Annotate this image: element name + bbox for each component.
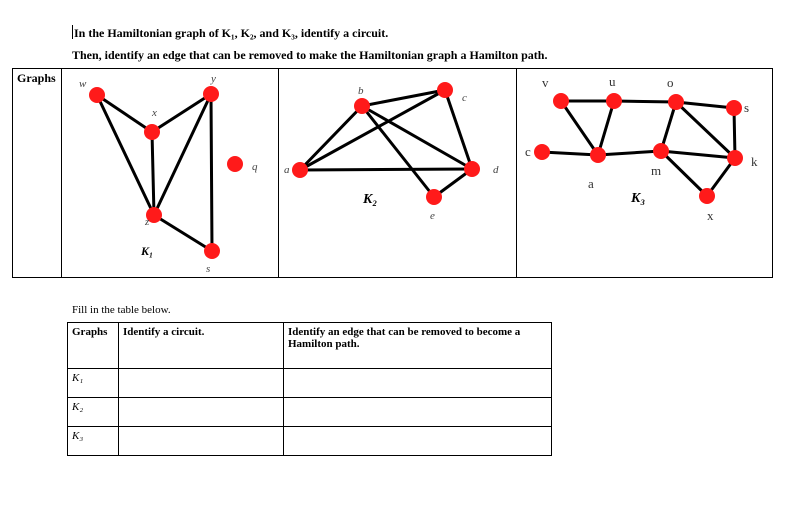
vertex-k2-c bbox=[437, 82, 453, 98]
vertex-k3-c bbox=[534, 144, 550, 160]
graph-k2-title: K₂ bbox=[363, 192, 378, 207]
edge-k2-b-e bbox=[362, 106, 434, 197]
vertex-k1-s bbox=[204, 243, 220, 259]
edge-k2-b-d bbox=[362, 106, 472, 169]
label-k1-x: x bbox=[152, 107, 157, 119]
vertex-k1-x bbox=[144, 124, 160, 140]
header-edge: Identify an edge that can be removed to become a Hamilton path. bbox=[284, 323, 552, 369]
circuit-cell-k2[interactable] bbox=[119, 398, 284, 427]
table-row bbox=[68, 427, 552, 456]
vertex-k3-m bbox=[653, 143, 669, 159]
vertex-k1-y bbox=[203, 86, 219, 102]
label-k1-q: q bbox=[252, 161, 258, 173]
label-k1-y: y bbox=[211, 73, 216, 85]
table-row bbox=[68, 369, 552, 398]
edge-k3-o-k bbox=[676, 102, 735, 158]
vertex-k3-u bbox=[606, 93, 622, 109]
row-graph-label: K₃ bbox=[68, 427, 119, 456]
label-k3-u: u bbox=[609, 74, 616, 89]
question-line-1 bbox=[72, 25, 388, 41]
edge-k3-v-a bbox=[561, 101, 598, 155]
label-k3-m: m bbox=[651, 163, 662, 178]
row-graph-label: K₂ bbox=[68, 398, 119, 427]
graph-k1-nodes bbox=[89, 86, 243, 259]
vertex-k2-b bbox=[354, 98, 370, 114]
label-k3-a: a bbox=[588, 176, 594, 191]
vertex-k3-k bbox=[727, 150, 743, 166]
edge-k1-z-s bbox=[154, 215, 212, 251]
label-k2-a: a bbox=[284, 164, 290, 176]
edge-k3-u-a bbox=[598, 101, 614, 155]
edge-k3-u-o bbox=[614, 101, 676, 102]
graphs-label: Graphs bbox=[17, 71, 56, 85]
graph-k3 bbox=[525, 74, 758, 223]
label-k3-o: o bbox=[667, 75, 674, 90]
edge-cell-k1[interactable] bbox=[284, 369, 552, 398]
label-k2-b: b bbox=[358, 85, 364, 97]
edge-k3-c-a bbox=[542, 152, 598, 155]
graph-k2 bbox=[284, 82, 499, 222]
edge-k3-o-s bbox=[676, 102, 734, 108]
vertex-k2-d bbox=[464, 161, 480, 177]
graph-k3-edges bbox=[542, 101, 735, 196]
label-k1-z: z bbox=[145, 216, 150, 228]
table-row bbox=[68, 398, 552, 427]
edge-cell-k3[interactable] bbox=[284, 427, 552, 456]
graphs-figure bbox=[13, 69, 772, 277]
vertex-k1-q bbox=[227, 156, 243, 172]
vertex-k3-s bbox=[726, 100, 742, 116]
edge-cell-k2[interactable] bbox=[284, 398, 552, 427]
question-line-2: Then, identify an edge that can be removed to make the Hamiltonian graph a Hamilton path. bbox=[72, 48, 548, 62]
graph-k2-edges bbox=[300, 90, 472, 197]
question-line-1-text: In the Hamiltonian graph of K₁, K₂, and K₃, identify a circuit. bbox=[74, 26, 389, 40]
row-graph-label: K₁ bbox=[68, 369, 119, 398]
header-graphs: Graphs bbox=[68, 323, 119, 369]
label-k2-c: c bbox=[462, 92, 467, 104]
text-cursor bbox=[72, 25, 73, 39]
edge-k1-y-s bbox=[211, 94, 212, 251]
edge-k3-a-m bbox=[598, 151, 661, 155]
vertex-k3-o bbox=[668, 94, 684, 110]
label-k1-w: w bbox=[79, 78, 87, 90]
edge-k2-a-c bbox=[300, 90, 445, 170]
graph-k1 bbox=[79, 73, 258, 275]
circuit-cell-k3[interactable] bbox=[119, 427, 284, 456]
vertex-k2-a bbox=[292, 162, 308, 178]
vertex-k3-a bbox=[590, 147, 606, 163]
edge-k2-a-b bbox=[300, 106, 362, 170]
edge-k2-a-d bbox=[300, 169, 472, 170]
circuit-cell-k1[interactable] bbox=[119, 369, 284, 398]
edge-k1-x-z bbox=[152, 132, 154, 215]
label-k2-d: d bbox=[493, 164, 499, 176]
label-k3-s: s bbox=[744, 100, 750, 115]
graph-k3-title: K₃ bbox=[631, 191, 646, 206]
vertex-k1-w bbox=[89, 87, 105, 103]
vertex-k3-v bbox=[553, 93, 569, 109]
label-k3-k: k bbox=[751, 154, 758, 169]
label-k2-e: e bbox=[430, 210, 435, 222]
graphs-panel bbox=[12, 68, 773, 278]
label-k3-x: x bbox=[707, 208, 714, 223]
header-circuit: Identify a circuit. bbox=[119, 323, 284, 369]
edge-k3-m-x bbox=[661, 151, 707, 196]
edge-k3-m-k bbox=[661, 151, 735, 158]
vertex-k2-e bbox=[426, 189, 442, 205]
label-k1-s: s bbox=[206, 263, 211, 275]
answer-table bbox=[67, 322, 552, 456]
vertex-k3-x bbox=[699, 188, 715, 204]
label-k3-v: v bbox=[542, 75, 549, 90]
table-instructions: Fill in the table below. bbox=[72, 304, 171, 316]
table-header-row bbox=[68, 323, 552, 369]
graph-k1-title: K₁ bbox=[141, 244, 154, 258]
label-k3-c: c bbox=[525, 144, 531, 159]
